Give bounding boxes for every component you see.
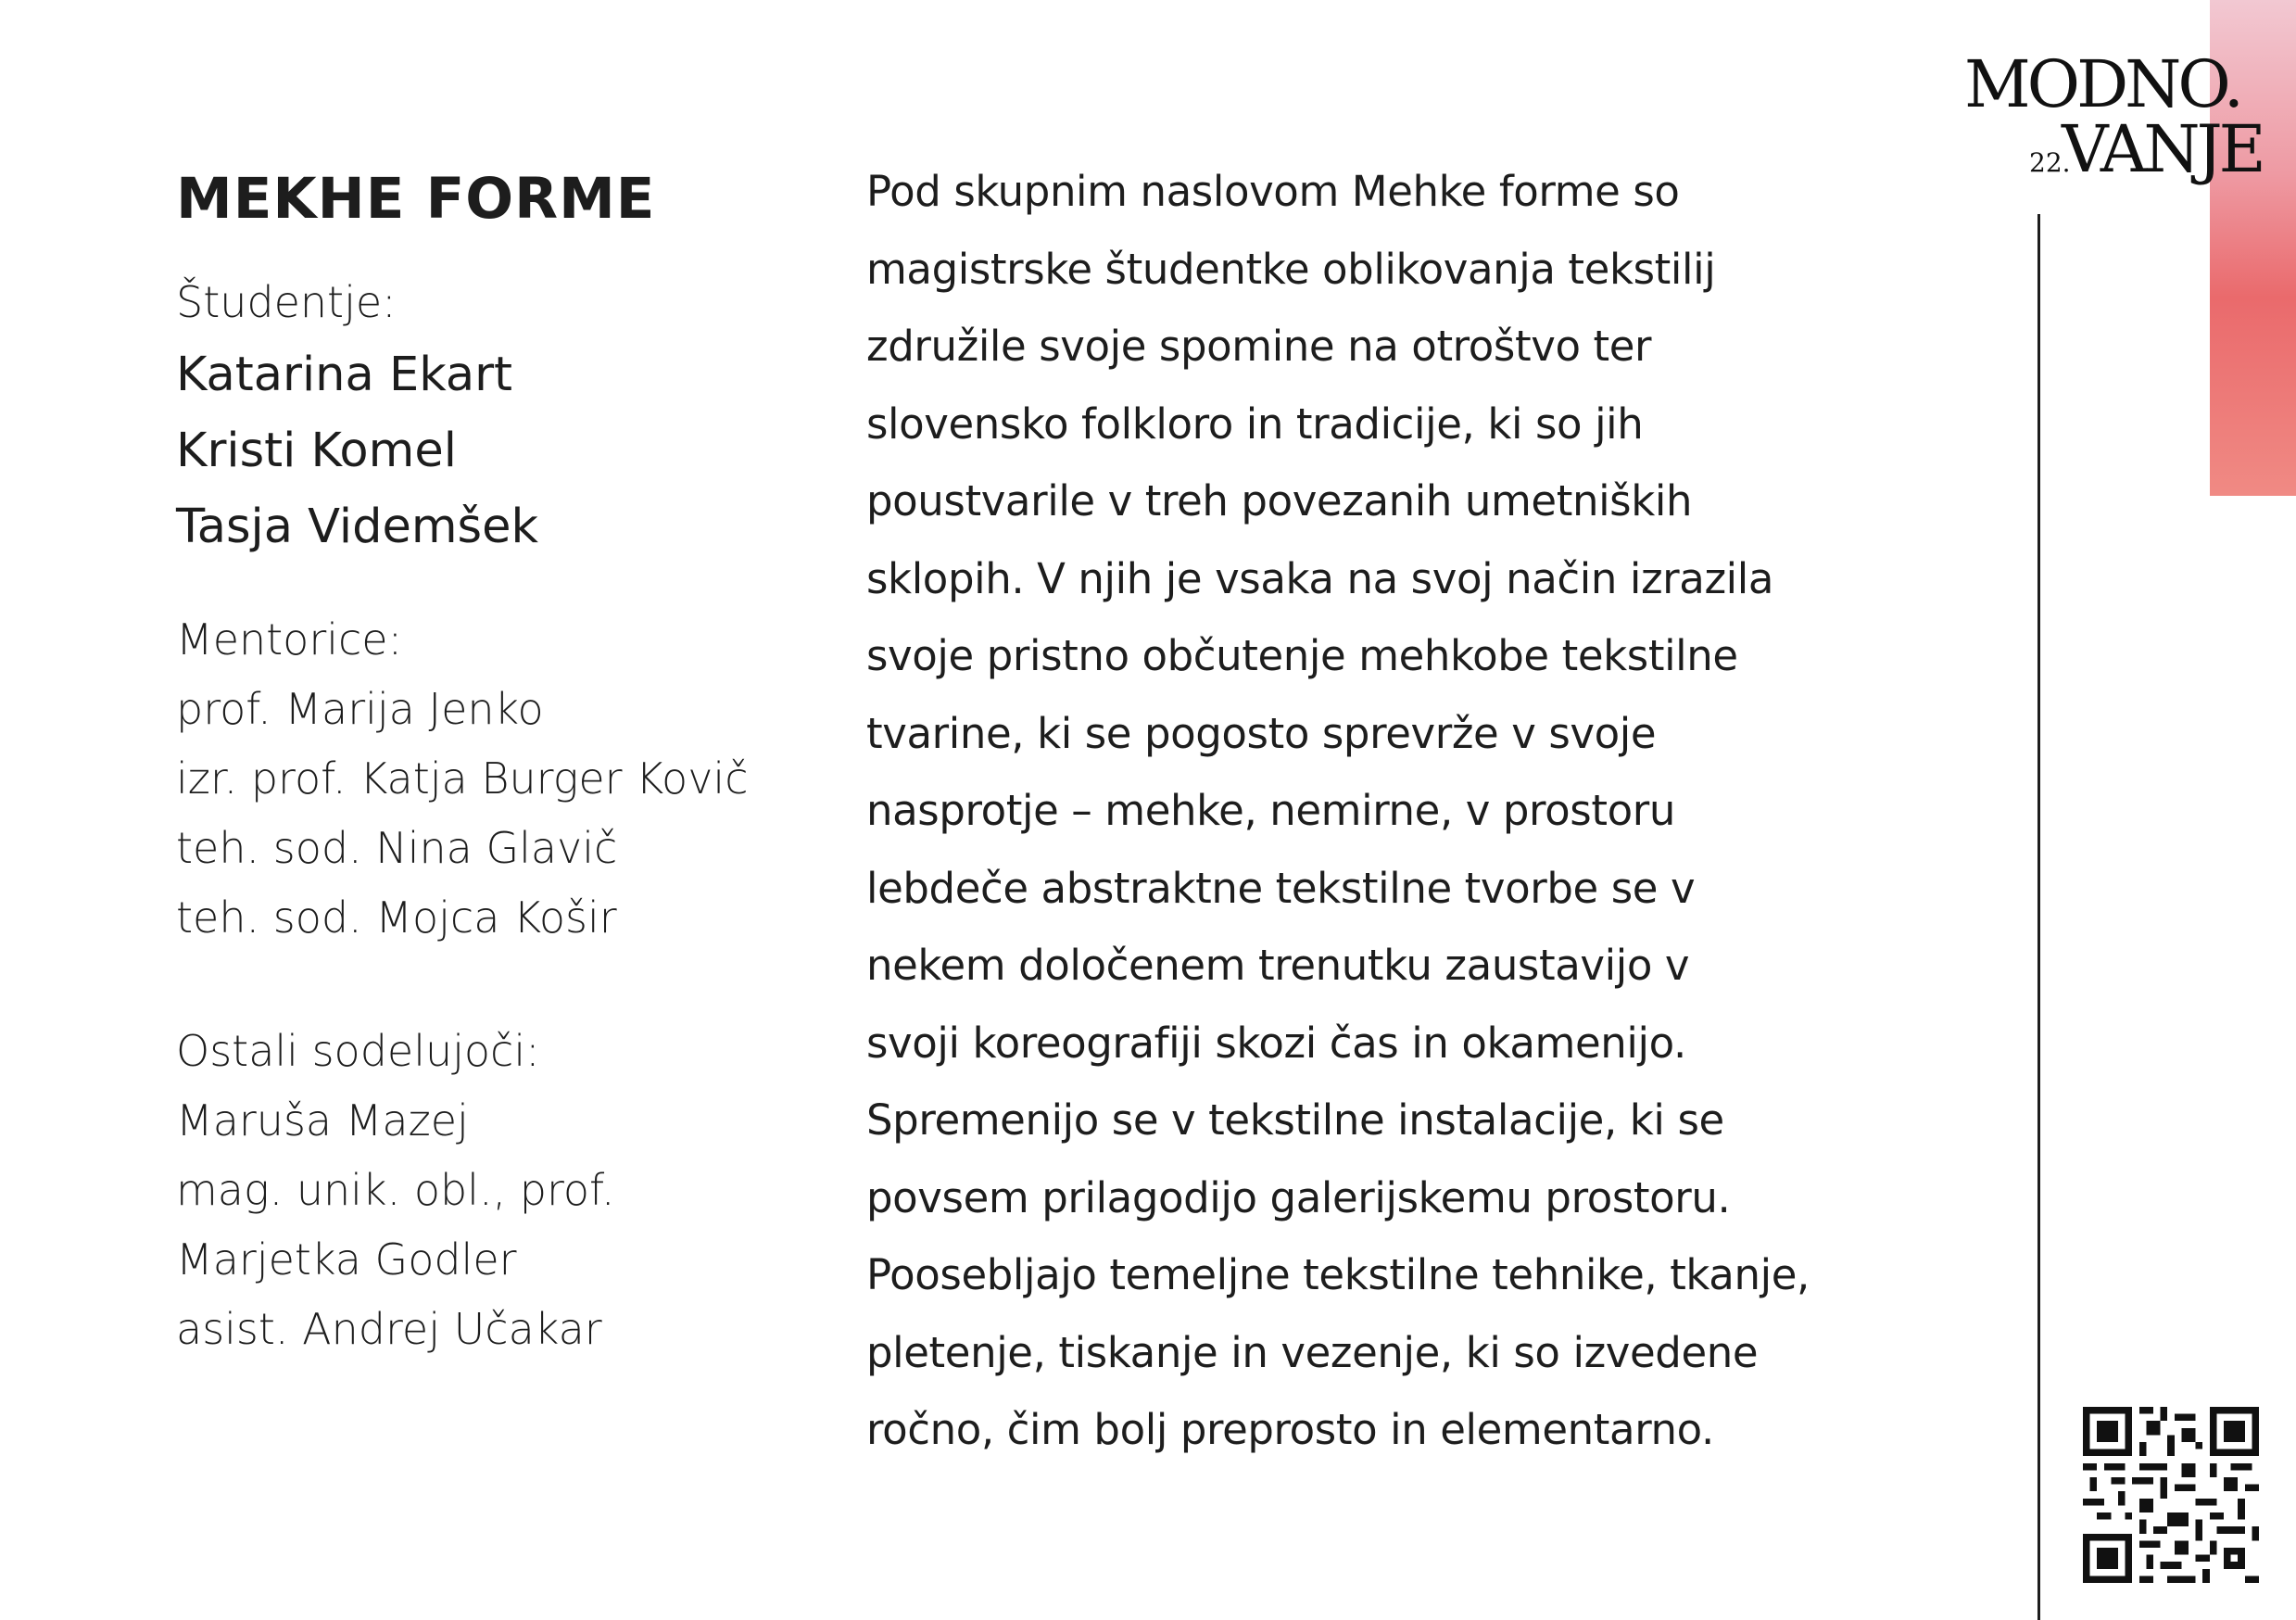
mentor-name: prof. Marija Jenko (176, 684, 544, 734)
vertical-divider (2037, 214, 2040, 1620)
logo-edition: 22. (2029, 147, 2071, 178)
mentor-name: teh. sod. Nina Glavič (176, 823, 618, 873)
description-line: nasprotje – mehke, nemirne, v prostoru (866, 786, 1675, 835)
description-line: poustvarile v treh povezanih umetniških (866, 476, 1693, 525)
description-line: slovensko folkloro in tradicije, ki so jih (866, 399, 1644, 449)
students-label: Študentje: (176, 277, 397, 327)
description-line: Pod skupnim naslovom Mehke forme so (866, 167, 1680, 216)
page-title: MEKHE FORME (176, 166, 656, 232)
description-line: sklopih. V njih je vsaka na svoj način izrazila (866, 553, 1774, 603)
modno-vanje-logo (1955, 46, 2263, 187)
description-line: združile svoje spomine na otroštvo ter (866, 322, 1652, 371)
mentor-name: izr. prof. Katja Burger Kovič (176, 753, 749, 804)
description-line: ročno, čim bolj preprosto in elementarno. (866, 1405, 1714, 1454)
logo-line2: VANJE (2062, 111, 2263, 187)
description-line: lebdeče abstraktne tekstilne tvorbe se v (866, 863, 1696, 913)
credits-column (176, 166, 825, 1364)
description-line: pletenje, tiskanje in vezenje, ki so izvedene (866, 1327, 1759, 1377)
other-contributor: asist. Andrej Učakar (176, 1304, 602, 1354)
description-line: Spremenijo se v tekstilne instalacije, ki se (866, 1095, 1724, 1145)
other-contributor: mag. unik. obl., prof. (176, 1165, 615, 1215)
students-list (176, 337, 825, 565)
student-name: Katarina Ekart (176, 348, 513, 402)
student-name: Tasja Videmšek (176, 500, 539, 554)
description-line: svoji koreografiji skozi čas in okamenijo. (866, 1018, 1686, 1068)
other-contributor: Marjetka Godler (176, 1234, 517, 1285)
others-list (176, 1086, 825, 1364)
mentors-label: Mentorice: (176, 614, 403, 664)
description-line: tvarine, ki se pogosto sprevrže v svoje (866, 708, 1657, 758)
student-name: Kristi Komel (176, 424, 457, 478)
description-line: svoje pristno občutenje mehkobe tekstilne (866, 631, 1738, 680)
others-label: Ostali sodelujoči: (176, 1026, 540, 1076)
description-line: Poosebljajo temeljne tekstilne tehnike, tkanje, (866, 1250, 1810, 1299)
other-contributor: Maruša Mazej (176, 1095, 469, 1145)
mentor-name: teh. sod. Mojca Košir (176, 892, 617, 943)
description-paragraph (866, 153, 1932, 1469)
logo-line1: MODNO. (1964, 46, 2240, 122)
mentors-list (176, 675, 825, 953)
qr-code-icon[interactable] (2083, 1407, 2259, 1583)
description-line: nekem določenem trenutku zaustavijo v (866, 941, 1690, 990)
description-line: povsem prilagodijo galerijskemu prostoru. (866, 1172, 1731, 1222)
description-line: magistrske študentke oblikovanja tekstilij (866, 244, 1716, 294)
